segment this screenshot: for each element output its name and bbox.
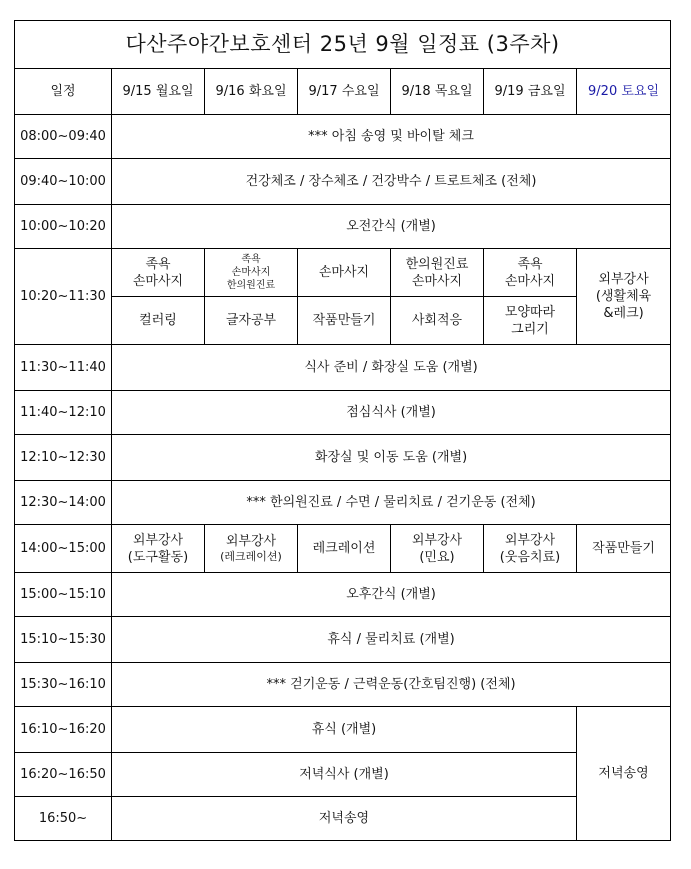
day-header-thu: 9/18 목요일 [391, 69, 484, 115]
schedule-row [15, 345, 671, 391]
day-header-mon: 9/15 월요일 [112, 69, 205, 115]
program-cell-wed-b [298, 297, 391, 345]
activity-cell: 건강체조 / 장수체조 / 건강박수 / 트로트체조 (전체) [112, 159, 671, 205]
header-row [15, 69, 671, 115]
program-line: 족욕 [517, 256, 543, 272]
program-line: 레크레이션 [312, 541, 376, 556]
program-line: 작품만들기 [592, 541, 655, 556]
schedule-row [15, 297, 671, 345]
schedule-row [15, 663, 671, 707]
activity-cell: 오후간식 (개별) [112, 573, 671, 617]
time-cell: 11:40~12:10 [15, 391, 112, 435]
schedule-row [15, 391, 671, 435]
time-cell: 14:00~15:00 [15, 525, 112, 573]
activity-cell: 휴식 (개별) [112, 707, 577, 753]
schedule-row [15, 753, 671, 797]
activity-cell: 식사 준비 / 화장실 도움 (개별) [112, 345, 671, 391]
activity-cell: *** 한의원진료 / 수면 / 물리치료 / 걷기운동 (전체) [112, 481, 671, 525]
schedule-row [15, 249, 671, 297]
program-cell-mon [112, 525, 205, 573]
program-line: 손마사지 [231, 267, 271, 278]
schedule-row [15, 481, 671, 525]
schedule-row [15, 573, 671, 617]
schedule-row [15, 707, 671, 753]
time-cell: 15:00~15:10 [15, 573, 112, 617]
program-line: 외부강사 [411, 532, 463, 548]
program-line: 손마사지 [411, 273, 463, 289]
day-header-wed: 9/17 수요일 [298, 69, 391, 115]
program-cell-fri [484, 525, 577, 573]
time-cell: 12:10~12:30 [15, 435, 112, 481]
program-cell-sat [577, 249, 671, 345]
schedule-row [15, 159, 671, 205]
program-line: (민요) [419, 549, 455, 565]
program-line: (생활체육 [595, 289, 652, 304]
schedule-table [14, 20, 671, 841]
time-cell: 16:20~16:50 [15, 753, 112, 797]
program-cell-sat [577, 525, 671, 573]
saturday-evening-cell: 저녁송영 [577, 707, 671, 841]
program-line: 외부강사 [504, 532, 556, 548]
program-cell-tue-a [205, 249, 298, 297]
program-cell-wed [298, 525, 391, 573]
time-cell: 10:20~11:30 [15, 249, 112, 345]
program-cell-mon-a [112, 249, 205, 297]
program-line: 족욕 [241, 254, 261, 265]
program-cell-fri-a [484, 249, 577, 297]
schedule-row [15, 435, 671, 481]
schedule-row [15, 525, 671, 573]
program-line: 글자공부 [225, 313, 277, 328]
program-line: 손마사지 [504, 273, 556, 289]
program-line: (웃음치료) [499, 549, 561, 565]
activity-cell: 저녁송영 [112, 797, 577, 841]
time-cell: 16:10~16:20 [15, 707, 112, 753]
activity-cell: 점심식사 (개별) [112, 391, 671, 435]
program-line: 손마사지 [132, 273, 184, 289]
time-cell: 15:10~15:30 [15, 617, 112, 663]
program-line: (레크레이션) [220, 550, 282, 563]
program-line: &레크) [603, 306, 644, 321]
program-line: (도구활동) [127, 549, 189, 565]
schedule-title: 다산주야간보호센터 25년 9월 일정표 (3주차) [15, 21, 671, 69]
program-line: 족욕 [145, 256, 171, 272]
activity-cell: *** 아침 송영 및 바이탈 체크 [112, 115, 671, 159]
activity-cell: 휴식 / 물리치료 (개별) [112, 617, 671, 663]
program-cell-tue-b [205, 297, 298, 345]
program-line: 외부강사 [132, 532, 184, 548]
time-cell: 15:30~16:10 [15, 663, 112, 707]
activity-cell: *** 걷기운동 / 근력운동(간호팀진행) (전체) [112, 663, 671, 707]
schedule-row [15, 115, 671, 159]
activity-cell: 오전간식 (개별) [112, 205, 671, 249]
program-cell-wed-a [298, 249, 391, 297]
program-cell-thu-a [391, 249, 484, 297]
day-header-sat: 9/20 토요일 [577, 69, 671, 115]
program-line: 손마사지 [318, 265, 370, 280]
time-cell: 10:00~10:20 [15, 205, 112, 249]
program-line: 외부강사 [598, 272, 649, 287]
program-line: 작품만들기 [312, 313, 376, 328]
program-cell-thu [391, 525, 484, 573]
schedule-row [15, 797, 671, 841]
program-cell-tue [205, 525, 298, 573]
schedule-row [15, 617, 671, 663]
activity-cell: 화장실 및 이동 도움 (개별) [112, 435, 671, 481]
program-line: 모양따라 [504, 304, 556, 320]
program-line: 한의원진료 [405, 256, 469, 272]
program-line: 외부강사 [225, 534, 277, 549]
program-cell-mon-b [112, 297, 205, 345]
time-column-header: 일정 [15, 69, 112, 115]
schedule-row [15, 205, 671, 249]
program-line: 그리기 [511, 321, 549, 337]
time-cell: 11:30~11:40 [15, 345, 112, 391]
program-line: 사회적응 [411, 313, 463, 328]
program-line: 컬러링 [139, 313, 177, 328]
time-cell: 16:50~ [15, 797, 112, 841]
program-line: 한의원진료 [226, 280, 276, 291]
program-cell-thu-b [391, 297, 484, 345]
day-header-fri: 9/19 금요일 [484, 69, 577, 115]
program-cell-fri-b [484, 297, 577, 345]
activity-cell: 저녁식사 (개별) [112, 753, 577, 797]
time-cell: 08:00~09:40 [15, 115, 112, 159]
time-cell: 12:30~14:00 [15, 481, 112, 525]
day-header-tue: 9/16 화요일 [205, 69, 298, 115]
time-cell: 09:40~10:00 [15, 159, 112, 205]
